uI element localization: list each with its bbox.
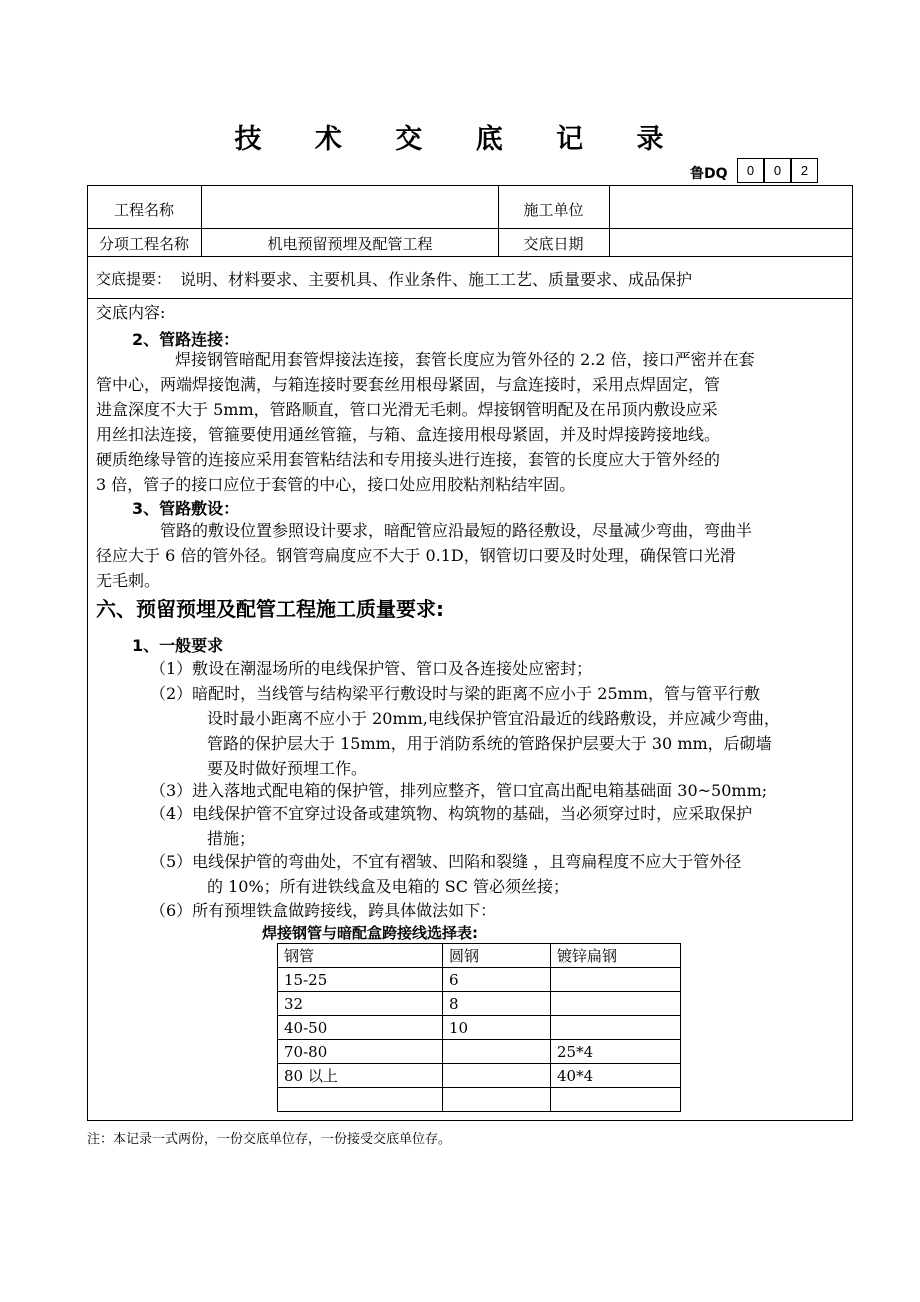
table-cell bbox=[443, 1088, 551, 1112]
record-code-digit: 0 bbox=[764, 158, 791, 183]
paragraph-line: 进盒深度不大于 5mm，管路顺直，管口光滑无毛刺。焊接钢管明配及在吊顶内敷设应采 bbox=[96, 400, 718, 419]
section-title: 3、管路敷设： bbox=[132, 499, 240, 518]
record-code-digit: 2 bbox=[791, 158, 818, 183]
table-cell: 40-50 bbox=[278, 1016, 443, 1040]
table-header-row bbox=[278, 944, 681, 968]
summary-label: 交底提要： bbox=[96, 270, 172, 288]
paragraph-line: 无毛刺。 bbox=[96, 571, 161, 590]
requirement-line: （6）所有预埋铁盒做跨接线，跨具体做法如下： bbox=[150, 901, 497, 920]
table-row bbox=[278, 968, 681, 992]
table-cell: 32 bbox=[278, 992, 443, 1016]
requirement-line: 管路的保护层大于 15mm，用于消防系统的管路保护层要大于 30 mm，后砌墙 bbox=[207, 734, 772, 753]
construction-unit-label: 施工单位 bbox=[523, 201, 584, 219]
table-cell: 10 bbox=[443, 1016, 551, 1040]
table-cell bbox=[443, 1064, 551, 1088]
requirement-line: （3）进入落地式配电箱的保护管，排列应整齐，管口宜高出配电箱基础面 30~50mm; bbox=[150, 781, 768, 800]
table-cell bbox=[551, 992, 681, 1016]
paragraph-line: 径应大于 6 倍的管外径。钢管弯扁度应不大于 0.1D，钢管切口要及时处理，确保管口光滑 bbox=[96, 546, 736, 565]
project-name-label: 工程名称 bbox=[113, 201, 174, 219]
requirement-line: （5）电线保护管的弯曲处，不宜有褶皱、凹陷和裂缝 ，且弯扁程度不应大于管外径 bbox=[150, 852, 742, 871]
section-title: 2、管路连接： bbox=[132, 330, 240, 349]
summary-text: 说明、材料要求、主要机具、作业条件、施工工艺、质量要求、成品保护 bbox=[180, 270, 693, 289]
footnote: 注：本记录一式两份，一份交底单位存，一份接受交底单位存。 bbox=[87, 1132, 452, 1147]
requirement-line: 要及时做好预埋工作。 bbox=[207, 759, 368, 778]
requirement-line: 措施； bbox=[207, 829, 256, 848]
table-cell bbox=[278, 1088, 443, 1112]
table-row bbox=[278, 1016, 681, 1040]
sub-project-label: 分项工程名称 bbox=[98, 235, 189, 253]
sub-project-value: 机电预留预埋及配管工程 bbox=[267, 235, 433, 253]
table-cell bbox=[551, 1088, 681, 1112]
table-cell bbox=[443, 1040, 551, 1064]
table-cell bbox=[551, 968, 681, 992]
table-row bbox=[278, 992, 681, 1016]
paragraph-line: 管路的敷设位置参照设计要求，暗配管应沿最短的路径敷设，尽量减少弯曲，弯曲半 bbox=[160, 521, 753, 540]
jumper-selection-table bbox=[277, 943, 681, 1112]
table-header-cell: 圆钢 bbox=[443, 944, 551, 968]
paragraph-line: 管中心，两端焊接饱满，与箱连接时要套丝用根母紧固，与盒连接时，采用点焊固定，管 bbox=[96, 375, 721, 394]
table-caption: 焊接钢管与暗配盒跨接线选择表: bbox=[262, 924, 479, 942]
table-cell bbox=[551, 1016, 681, 1040]
table-cell: 70-80 bbox=[278, 1040, 443, 1064]
subsection-title: 1、一般要求 bbox=[132, 636, 224, 655]
table-row bbox=[278, 1088, 681, 1112]
row-divider bbox=[87, 256, 853, 257]
paragraph-line: 用丝扣法连接，管箍要使用通丝管箍，与箱、盒连接用根母紧固，并及时焊接跨接地线。 bbox=[96, 425, 721, 444]
requirement-line: （4）电线保护管不宜穿过设备或建筑物、构筑物的基础，当必须穿过时，应采取保护 bbox=[150, 804, 753, 823]
table-row bbox=[278, 1040, 681, 1064]
record-code-label: 鲁DQ bbox=[690, 166, 728, 182]
record-code-digit: 0 bbox=[737, 158, 764, 183]
row-divider bbox=[87, 298, 853, 299]
table-row bbox=[278, 1064, 681, 1088]
date-label: 交底日期 bbox=[523, 235, 584, 253]
chapter-title: 六、预留预埋及配管工程施工质量要求: bbox=[96, 597, 444, 621]
table-header-cell: 钢管 bbox=[278, 944, 443, 968]
requirement-line: 的 10%；所有进铁线盒及电箱的 SC 管必须丝接； bbox=[207, 877, 570, 896]
content-label: 交底内容: bbox=[96, 303, 166, 322]
table-cell: 40*4 bbox=[551, 1064, 681, 1088]
table-cell: 25*4 bbox=[551, 1040, 681, 1064]
page-title: 技 术 交 底 记 录 bbox=[234, 124, 686, 155]
requirement-line: （1）敷设在潮湿场所的电线保护管、管口及各连接处应密封； bbox=[150, 659, 593, 678]
table-cell: 15-25 bbox=[278, 968, 443, 992]
table-cell: 6 bbox=[443, 968, 551, 992]
requirement-line: 设时最小距离不应小于 20mm,电线保护管宜沿最近的线路敷设，并应减少弯曲， bbox=[207, 709, 780, 728]
paragraph-line: 焊接钢管暗配用套管焊接法连接，套管长度应为管外径的 2.2 倍，接口严密并在套 bbox=[175, 350, 755, 369]
table-header-cell: 镀锌扁钢 bbox=[551, 944, 681, 968]
column-divider bbox=[609, 185, 610, 256]
requirement-line: （2）暗配时，当线管与结构梁平行敷设时与梁的距离不应小于 25mm，管与管平行敷 bbox=[150, 684, 760, 703]
table-cell: 8 bbox=[443, 992, 551, 1016]
paragraph-line: 3 倍，管子的接口应位于套管的中心，接口处应用胶粘剂粘结牢固。 bbox=[96, 475, 576, 494]
table-cell: 80 以上 bbox=[278, 1064, 443, 1088]
paragraph-line: 硬质绝缘导管的连接应采用套管粘结法和专用接头进行连接，套管的长度应大于管外经的 bbox=[96, 450, 721, 469]
